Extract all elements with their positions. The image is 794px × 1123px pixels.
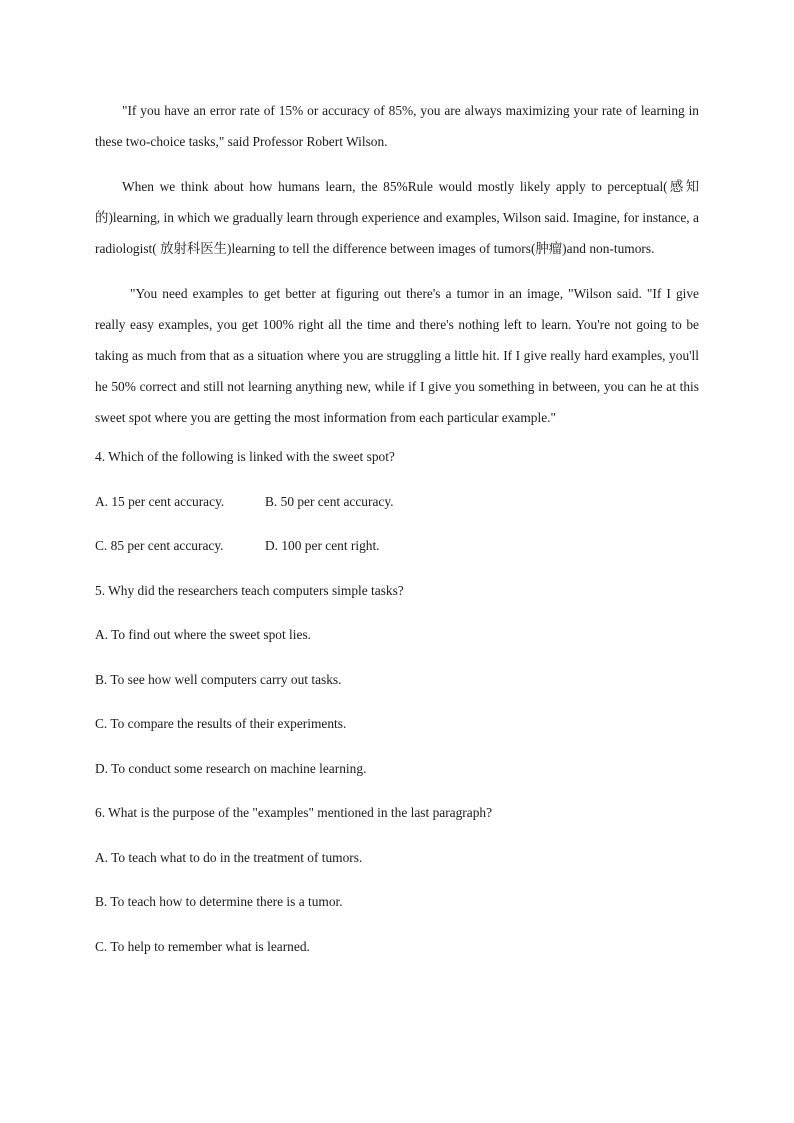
question-4-options-ab: [95, 492, 699, 512]
question-5-option-a: A. To find out where the sweet spot lies.: [95, 627, 312, 642]
question-5-option-b: B. To see how well computers carry out tasks.: [95, 671, 342, 687]
question-6: [95, 803, 699, 957]
document-page: [95, 95, 699, 957]
passage-paragraph-1: "If you have an error rate of 15% or accuracy of 85%, you are always maximizing your rate of learning in these two-choice tasks," said Professor Robert Wilson.: [95, 103, 699, 149]
passage-paragraph-2: When we think about how humans learn, the 85%Rule would mostly likely apply to perceptual(感知的)learning, in which we gradually learn through experience and examples, Wilson said. Imagine, for instance, a radiologist( 放射科医生)learning to tell the difference between images of tumors(肿瘤)and non-tumors.: [95, 179, 699, 256]
question-6-stem: 6. What is the purpose of the "examples" mentioned in the last paragraph?: [95, 805, 493, 820]
question-4-option-d: D. 100 per cent right.: [265, 538, 380, 553]
question-6-option-b: B. To teach how to determine there is a tumor.: [95, 894, 343, 909]
question-5-option-d: D. To conduct some research on machine learning.: [95, 760, 367, 776]
question-5: [95, 581, 699, 779]
question-5-stem: 5. Why did the researchers teach computers simple tasks?: [95, 582, 404, 598]
question-6-option-c: C. To help to remember what is learned.: [95, 938, 310, 954]
question-4-option-a: A. 15 per cent accuracy.: [95, 493, 225, 509]
question-4: [95, 447, 699, 556]
question-6-option-a: A. To teach what to do in the treatment of tumors.: [95, 849, 363, 865]
question-4-options-cd: [95, 536, 699, 556]
question-4-stem: 4. Which of the following is linked with the sweet spot?: [95, 449, 395, 464]
question-4-option-b: B. 50 per cent accuracy.: [265, 493, 394, 509]
question-4-option-c: C. 85 per cent accuracy.: [95, 538, 224, 553]
question-5-option-c: C. To compare the results of their experiments.: [95, 716, 347, 731]
passage-paragraph-3: "You need examples to get better at figuring out there's a tumor in an image, "Wilson said. "If I give really easy examples, you get 100% right all the time and there's nothing left to learn. You're not going to be taking as much from that as a situation where you are struggling a little hit. If I give really hard examples, you'll he 50% correct and still not learning anything new, while if I give you something in between, you can he at this sweet spot where you are getting the most information from each particular example.": [95, 286, 699, 425]
